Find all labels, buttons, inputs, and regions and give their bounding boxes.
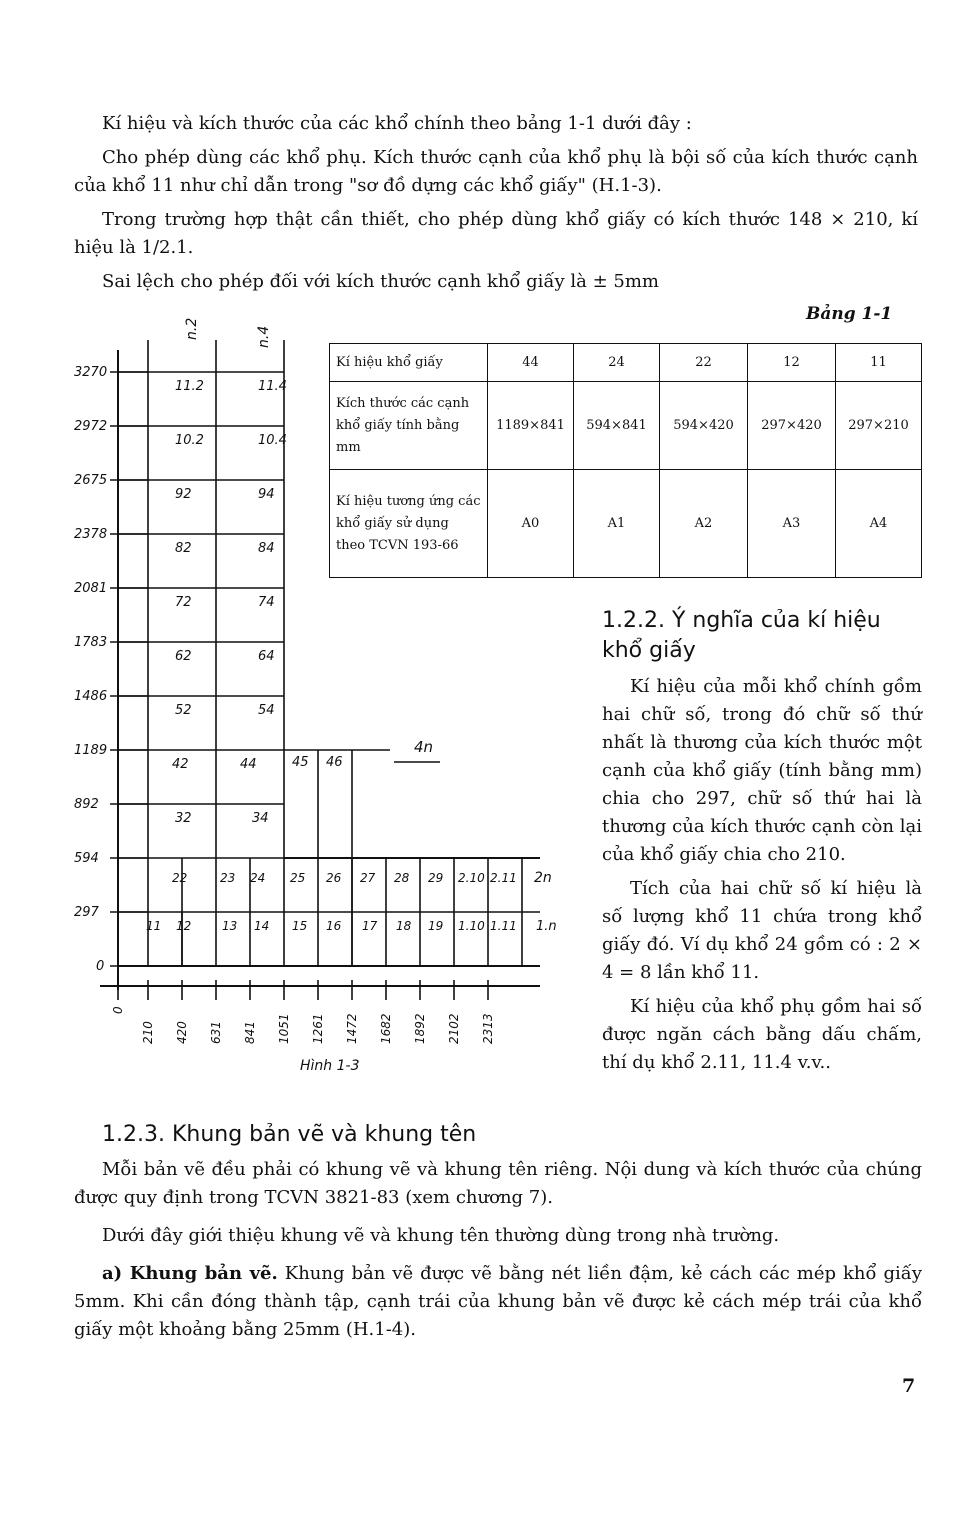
- table-cell: 297×210: [836, 382, 922, 470]
- figure-cell-label: 84: [258, 541, 275, 556]
- section-122-paragraph-1: Kí hiệu của mỗi khổ chính gồm hai chữ số, trong đó chữ số thứ nhất là thương của kích thước một cạnh của khổ giấy (tính bằng mm) chia cho 297, chữ số thứ hai là thương của kích thước cạnh còn lại của khổ giấy chia cho 210.: [602, 676, 922, 865]
- x-axis-label: 210: [141, 1021, 155, 1044]
- figure-cell-label: 18: [396, 919, 412, 933]
- section-122-text: [602, 673, 922, 1077]
- table-caption: Bảng 1-1: [806, 304, 893, 324]
- section-122-paragraph-3: Kí hiệu của khổ phụ gồm hai số được ngăn cách bằng dấu chấm, thí dụ khổ 2.11, 11.4 v.v..: [602, 996, 922, 1073]
- figure-cell-label: 29: [428, 871, 444, 885]
- table-cell: 594×420: [660, 382, 748, 470]
- x-axis-label: 0: [111, 1006, 125, 1014]
- figure-caption: Hình 1-3: [300, 1058, 360, 1074]
- intro-paragraph-3: Trong trường hợp thật cần thiết, cho phép dùng khổ giấy có kích thước 148 × 210, kí hiệu là 1/2.1.: [74, 209, 918, 258]
- table-row-header: Kí hiệu khổ giấy: [330, 344, 488, 382]
- y-axis-label: 1486: [74, 689, 108, 704]
- figure-cell-label: 64: [258, 649, 275, 664]
- y-axis-label: 0: [96, 959, 105, 974]
- y-axis-label: 2081: [74, 581, 108, 596]
- table-cell: A1: [574, 470, 660, 578]
- table-cell: A4: [836, 470, 922, 578]
- section-122-title: 1.2.2. Ý nghĩa của kí hiệu khổ giấy: [602, 608, 881, 663]
- table-cell: A3: [748, 470, 836, 578]
- y-axis-label: 297: [74, 905, 99, 920]
- column-top-label: n.4: [256, 325, 272, 348]
- figure-cell-label: 11.2: [175, 379, 204, 394]
- section-123-text: [74, 1156, 922, 1344]
- table-cell: 297×420: [748, 382, 836, 470]
- x-axis-label: 1051: [277, 1013, 291, 1044]
- figure-cell-label: 52: [175, 703, 192, 718]
- figure-cell-label: 46: [326, 755, 343, 770]
- table-cell: 12: [748, 344, 836, 382]
- figure-cell-label: 2.10: [458, 871, 485, 885]
- table-row-header: Kích thước các cạnh khổ giấy tính bằng mm: [330, 382, 488, 470]
- figure-cell-label: 45: [292, 755, 309, 770]
- paper-size-diagram: [0, 300, 600, 1100]
- y-axis-label: 3270: [74, 365, 108, 380]
- figure-cell-label: 13: [222, 919, 238, 933]
- figure-cell-label: 82: [175, 541, 192, 556]
- figure-cell-label: 94: [258, 487, 275, 502]
- section-122-paragraph-2: Tích của hai chữ số kí hiệu là số lượng khổ 11 chứa trong khổ giấy đó. Ví dụ khổ 24 gồm có : 2 × 4 = 8 lần khổ 11.: [602, 878, 922, 983]
- figure-cell-label: 2.11: [490, 871, 517, 885]
- figure-cell-label: 22: [172, 871, 188, 885]
- y-axis-label: 892: [74, 797, 99, 812]
- figure-cell-label: 25: [290, 871, 306, 885]
- figure-cell-label: 24: [250, 871, 266, 885]
- x-axis-label: 841: [243, 1021, 257, 1044]
- page-number: 7: [902, 1375, 916, 1397]
- section-123-title: 1.2.3. Khung bản vẽ và khung tên: [102, 1122, 477, 1147]
- column-top-label: n.2: [184, 317, 200, 340]
- figure-cell-label: 32: [175, 811, 192, 826]
- figure-cell-label: 15: [292, 919, 308, 933]
- figure-cell-label: 92: [175, 487, 192, 502]
- intro-paragraph-4: Sai lệch cho phép đối với kích thước cạnh khổ giấy là ± 5mm: [102, 271, 659, 292]
- y-axis-label: 1783: [74, 635, 108, 650]
- series-label: 2n: [534, 870, 552, 886]
- y-axis-label: 2972: [74, 419, 108, 434]
- figure-cell-label: 16: [326, 919, 342, 933]
- x-axis-label: 420: [175, 1021, 189, 1044]
- table-row-header: Kí hiệu tương ứng các khổ giấy sử dụng theo TCVN 193-66: [330, 470, 488, 578]
- figure-cell-label: 23: [220, 871, 236, 885]
- x-axis-label: 1682: [379, 1013, 393, 1044]
- figure-cell-label: 1.10: [458, 919, 485, 933]
- figure-cell-label: 10.2: [175, 433, 204, 448]
- figure-cell-label: 14: [254, 919, 270, 933]
- x-axis-label: 1892: [413, 1013, 427, 1044]
- series-label: 1.n: [536, 919, 557, 934]
- frame-description: Khung bản vẽ được vẽ bằng nét liền đậm, kẻ cách các mép khổ giấy 5mm. Khi cần đóng thành tập, cạnh trái của khung bản vẽ được kẻ cách mép trái của khổ giấy một khoảng bằng 25mm (H.1-4).: [74, 1263, 923, 1340]
- figure-cell-label: 54: [258, 703, 275, 718]
- figure-cell-label: 11.4: [258, 379, 287, 394]
- y-axis-label: 2675: [74, 473, 108, 488]
- x-axis-label: 1472: [345, 1013, 359, 1044]
- figure-cell-label: 26: [326, 871, 342, 885]
- series-label: 4n: [414, 738, 434, 756]
- figure-cell-label: 10.4: [258, 433, 287, 448]
- table-cell: 22: [660, 344, 748, 382]
- figure-cell-label: 72: [175, 595, 192, 610]
- figure-cell-label: 17: [362, 919, 378, 933]
- x-axis-label: 2313: [481, 1013, 495, 1044]
- x-axis-label: 631: [209, 1021, 223, 1044]
- table-cell: A0: [488, 470, 574, 578]
- figure-cell-label: 1.11: [490, 919, 517, 933]
- intro-text: [74, 110, 918, 296]
- intro-paragraph-1: Kí hiệu và kích thước của các khổ chính theo bảng 1-1 dưới đây :: [102, 113, 692, 134]
- y-axis-label: 1189: [74, 743, 108, 758]
- section-123-paragraph-1: Mỗi bản vẽ đều phải có khung vẽ và khung tên riêng. Nội dung và kích thước của chúng được quy định trong TCVN 3821-83 (xem chương 7).: [74, 1159, 922, 1208]
- figure-cell-label: 62: [175, 649, 192, 664]
- figure-cell-label: 11: [146, 919, 162, 933]
- table-cell: 44: [488, 344, 574, 382]
- table-cell: 11: [836, 344, 922, 382]
- table-cell: 1189×841: [488, 382, 574, 470]
- x-axis-label: 2102: [447, 1013, 461, 1044]
- figure-cell-label: 12: [176, 919, 192, 933]
- section-123-paragraph-2: Dưới đây giới thiệu khung vẽ và khung tên thường dùng trong nhà trường.: [102, 1225, 780, 1246]
- figure-cell-label: 44: [240, 757, 257, 772]
- table-cell: 24: [574, 344, 660, 382]
- table-cell: A2: [660, 470, 748, 578]
- figure-cell-label: 42: [172, 757, 189, 772]
- figure-cell-label: 19: [428, 919, 444, 933]
- frame-term: a) Khung bản vẽ.: [102, 1263, 278, 1284]
- y-axis-label: 2378: [74, 527, 108, 542]
- figure-cell-label: 74: [258, 595, 275, 610]
- section-123-paragraph-3: [74, 1260, 922, 1344]
- table-cell: 594×841: [574, 382, 660, 470]
- figure-cell-label: 28: [394, 871, 410, 885]
- y-axis-label: 594: [74, 851, 99, 866]
- figure-cell-label: 34: [252, 811, 269, 826]
- figure-cell-label: 27: [360, 871, 376, 885]
- intro-paragraph-2: Cho phép dùng các khổ phụ. Kích thước cạnh của khổ phụ là bội số của kích thước cạnh của khổ 11 như chỉ dẫn trong "sơ đồ dựng các khổ giấy" (H.1-3).: [74, 147, 918, 196]
- x-axis-label: 1261: [311, 1013, 325, 1044]
